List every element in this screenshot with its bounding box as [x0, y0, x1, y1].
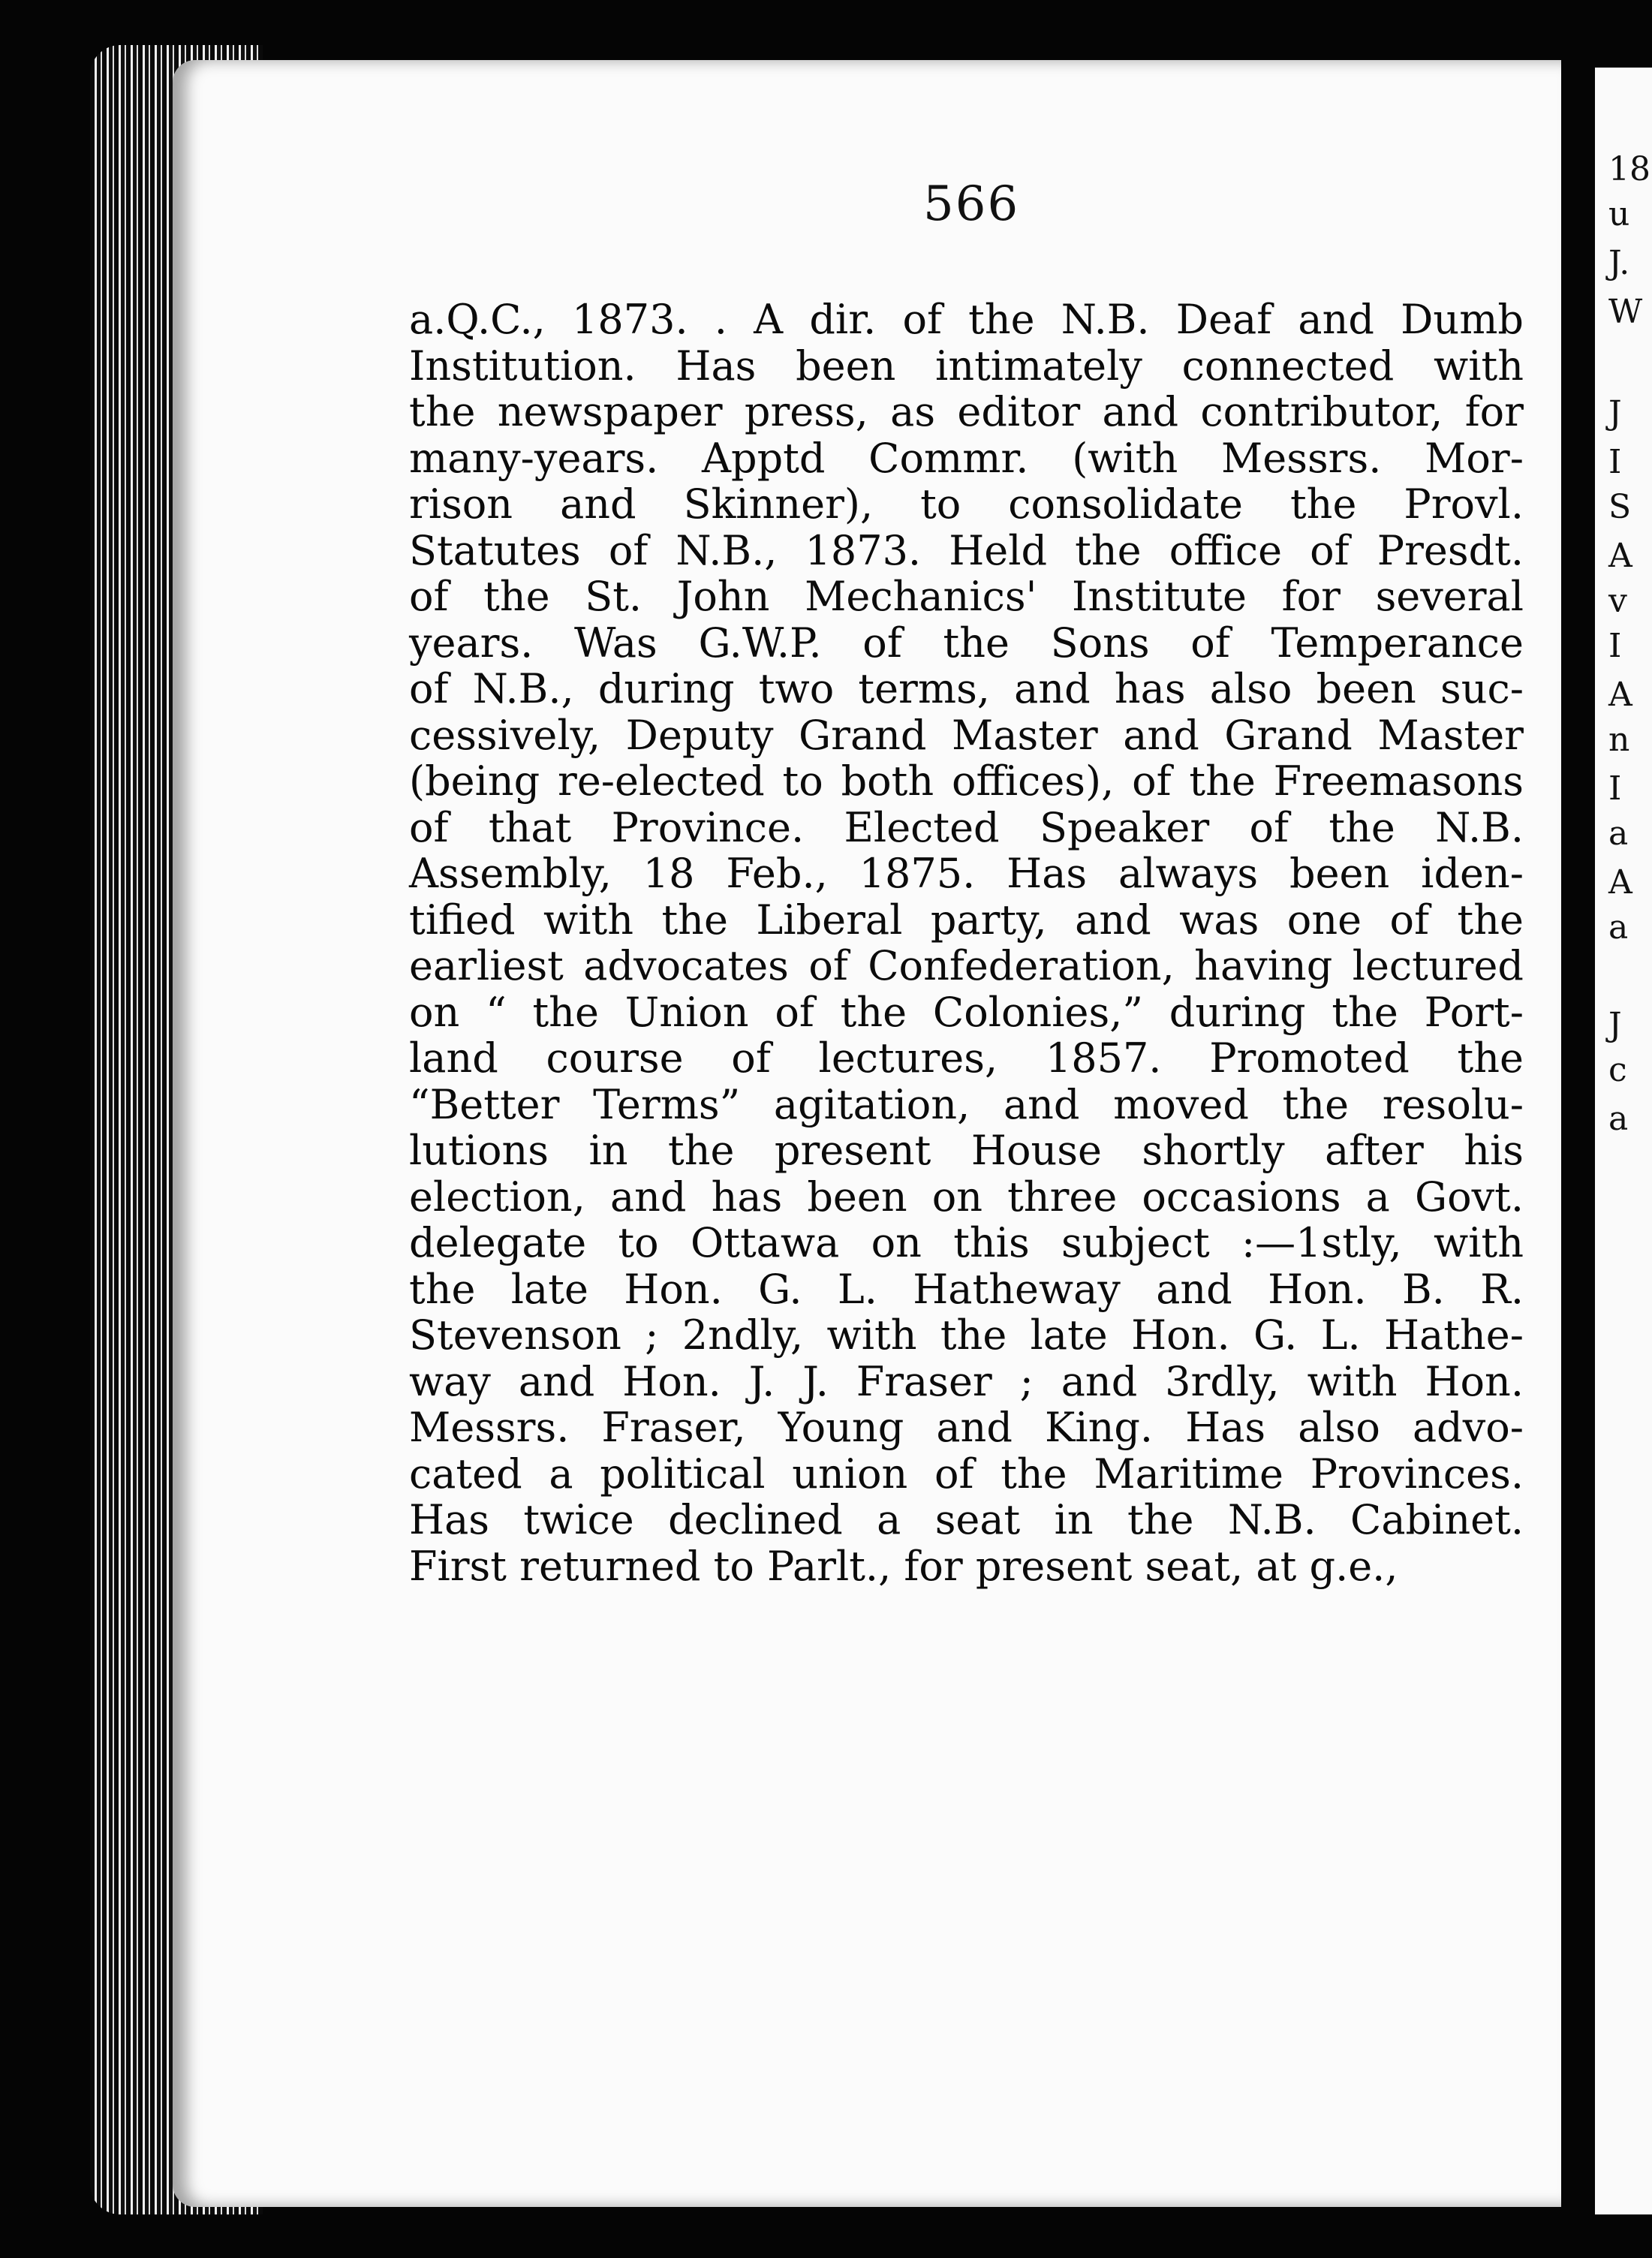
next-page-fragment: I [1608, 627, 1622, 665]
next-page-fragment: 18 [1608, 150, 1650, 188]
text-line: on “ the Union of the Colonies,” during the Port- [409, 988, 1524, 1036]
text-line: of N.B., during two terms, and has also been suc- [409, 665, 1524, 712]
next-page-fragment: a [1608, 814, 1629, 853]
text-line: Statutes of N.B., 1873. Held the office of Presdt. [409, 526, 1524, 574]
next-page-fragment: I [1608, 443, 1622, 481]
next-page-fragment: n [1608, 721, 1630, 759]
next-page-fragment: I [1608, 769, 1622, 808]
page-number: 566 [923, 176, 1020, 232]
text-line: Stevenson ; 2ndly, with the late Hon. G. L. Hathe- [409, 1311, 1524, 1359]
text-line: the late Hon. G. L. Hatheway and Hon. B. R. [409, 1265, 1524, 1313]
text-line: land course of lectures, 1857. Promoted the [409, 1034, 1524, 1082]
text-line: Has twice declined a seat in the N.B. Cabinet. [409, 1496, 1524, 1543]
next-page-fragment: c [1608, 1051, 1627, 1089]
next-page-fragment: J [1608, 394, 1622, 432]
text-line: cessively, Deputy Grand Master and Grand Master [409, 711, 1524, 759]
text-line: Assembly, 18 Feb., 1875. Has always been iden- [409, 850, 1524, 897]
text-line: tified with the Liberal party, and was one of the [409, 896, 1524, 944]
next-page-fragment: u [1608, 195, 1630, 233]
text-line: many-years. Apptd Commr. (with Messrs. Mor- [409, 434, 1524, 482]
text-line: of that Province. Elected Speaker of the N.B. [409, 803, 1524, 851]
next-page-fragment: J. [1608, 244, 1630, 282]
text-line: earliest advocates of Confederation, having lectured [409, 942, 1524, 989]
next-page-fragment: W [1608, 293, 1643, 331]
text-line: the newspaper press, as editor and contributor, for [409, 388, 1524, 435]
next-page-fragment: A [1608, 863, 1632, 902]
next-page-fragment: a [1608, 1100, 1629, 1138]
text-line: Messrs. Fraser, Young and King. Has also advo- [409, 1404, 1524, 1451]
next-page-fragment: v [1608, 582, 1627, 620]
text-line: lutions in the present House shortly after his [409, 1127, 1524, 1174]
text-line: delegate to Ottawa on this subject :—1stly, with [409, 1219, 1524, 1266]
text-line: First returned to Parlt., for present seat, at g.e., [409, 1542, 1398, 1590]
text-line: “Better Terms” agitation, and moved the resolu- [409, 1080, 1524, 1128]
text-line: years. Was G.W.P. of the Sons of Temperance [409, 619, 1524, 667]
next-page-edge [1595, 68, 1652, 2214]
text-line: way and Hon. J. J. Fraser ; and 3rdly, with Hon. [409, 1357, 1524, 1405]
body-text [409, 297, 1524, 1589]
text-line: of the St. John Mechanics' Institute for several [409, 573, 1524, 620]
text-line: election, and has been on three occasions a Govt. [409, 1173, 1524, 1221]
next-page-fragment: S [1608, 488, 1632, 526]
text-line: cated a political union of the Maritime Provinces. [409, 1450, 1524, 1498]
text-line: a.Q.C., 1873. . A dir. of the N.B. Deaf and Dumb [409, 296, 1524, 343]
text-line: rison and Skinner), to consolidate the Provl. [409, 480, 1524, 528]
text-line: (being re-elected to both offices), of the Freemasons [409, 757, 1524, 805]
next-page-fragment: A [1608, 676, 1632, 714]
text-line: Institution. Has been intimately connected with [409, 342, 1524, 390]
next-page-fragment: J [1608, 1006, 1622, 1044]
next-page-fragment: a [1608, 908, 1629, 947]
next-page-fragment: A [1608, 537, 1632, 575]
